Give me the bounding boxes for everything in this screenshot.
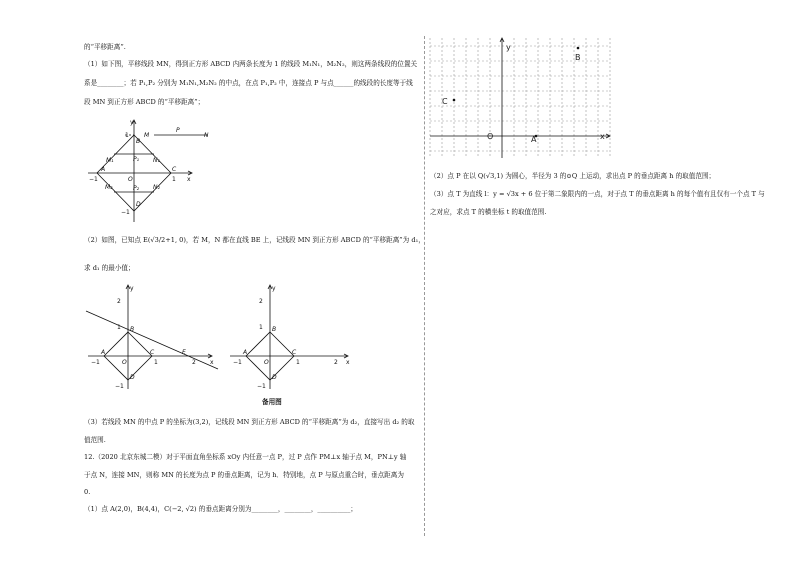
- fig1-neg1-y: −1: [121, 209, 130, 216]
- fig3-one: 1: [259, 324, 263, 331]
- q1-line1: （1）如下图，平移线段 MN，得到正方形 ABCD 内两条长度为 1 的线段 M₁N₁，M₂N₂，则这两条线段的位置关: [84, 60, 418, 68]
- fig1-neg1-x: −1: [89, 176, 98, 183]
- fig1-p2: P₂: [133, 185, 140, 192]
- q1-line3: 段 MN 到正方形 ABCD 的“平移距离”；: [84, 98, 205, 106]
- fig3-c: C: [292, 349, 297, 356]
- fig2-one-x: 1: [154, 359, 158, 366]
- fig3-o: O: [264, 359, 269, 366]
- fig2-one: 1: [117, 324, 121, 331]
- fig2-neg1-y: −1: [115, 383, 124, 390]
- fig2-b: B: [130, 326, 135, 333]
- fig3-x: x: [346, 359, 350, 366]
- fig1-a: A: [101, 166, 106, 173]
- fig1-c: C: [172, 166, 177, 173]
- fig2-neg1-x: −1: [91, 359, 100, 366]
- fig3-a: A: [243, 349, 248, 356]
- q1-line2: 系是________；若 P₁,P₂ 分别为 M₁N₁,M₂N₂ 的中点，在点 P₁,P₂ 中，连接点 P 与点______的线段的长度等于线: [84, 79, 413, 87]
- fig4-o: O: [487, 132, 494, 141]
- problem12-line3: 0.: [84, 488, 91, 496]
- fig1-n1: N₁: [153, 157, 160, 164]
- right-q3-line2: 之对应，求点 T 的横坐标 t 的取值范围.: [430, 208, 547, 216]
- fig1-m: M: [144, 132, 150, 139]
- fig3-neg1-x: −1: [233, 359, 242, 366]
- figure-2-line-be: [84, 283, 224, 391]
- q3-line1: （3）若线段 MN 的中点 P 的坐标为(3,2)，记线段 MN 到正方形 ABCD 的“平移距离”为 d₂，直接写出 d₂ 的取: [84, 418, 415, 426]
- point-b-dot: [577, 47, 580, 50]
- fig1-o: O: [128, 176, 133, 183]
- fig3-y: y: [272, 285, 276, 292]
- fig1-x: x: [187, 176, 191, 183]
- backup-figure-caption: 备用图: [262, 398, 282, 406]
- fig1-p1: P₁: [133, 156, 140, 163]
- problem12-q1: （1）点 A(2,0)，B(4,4)，C(−2, √2) 的垂点距离分别为________，________，__________；: [84, 505, 357, 513]
- fig2-c: C: [150, 349, 155, 356]
- right-q2: （2）点 P 在以 Q(√3,1) 为圆心，半径为 3 的⊙Q 上运动，求出点 P 的垂点距离 h 的取值范围；: [430, 172, 716, 180]
- fig1-one-y: 1: [125, 132, 129, 139]
- fig2-two-x: 2: [192, 359, 196, 366]
- fig1-m2: M₂: [105, 184, 113, 191]
- right-q3-line1: （3）点 T 为直线 l：y = √3x + 6 位于第二象限内的一点，对于点 T 的垂点距离 h 的每个值有且仅有一个点 T 与: [430, 190, 765, 198]
- fig2-x: x: [210, 359, 214, 366]
- fig4-y: y: [506, 43, 511, 52]
- fig2-e: E: [182, 349, 186, 356]
- fig1-p: P: [176, 127, 180, 134]
- q3-line2: 值范围.: [84, 436, 106, 444]
- figure-4-grid: [430, 38, 615, 160]
- fig4-x: x: [600, 132, 605, 141]
- fig1-b: B: [136, 138, 141, 145]
- fig4-a: A: [531, 135, 537, 144]
- problem12-line2: 于点 N，连接 MN，则称 MN 的长度为点 P 的垂点距离，记为 h．特别地，点 P 与原点重合时，垂点距离为: [84, 471, 404, 479]
- figure-3-backup: [226, 283, 356, 391]
- fig2-o: O: [122, 359, 127, 366]
- fig4-b: B: [575, 53, 581, 62]
- problem12-line1: 12.（2020 北京东城二模）对于平面直角坐标系 xOy 内任意一点 P，过 P 点作 PM⊥x 轴于点 M，PN⊥y 轴: [84, 453, 407, 461]
- fig1-y: y: [130, 119, 134, 126]
- point-c-dot: [453, 99, 456, 102]
- fig2-two: 2: [117, 298, 121, 305]
- fig4-c: C: [442, 97, 448, 106]
- fig3-b: B: [272, 326, 277, 333]
- q2-line2: 求 d₁ 的最小值；: [84, 264, 135, 272]
- column-divider: [424, 36, 425, 536]
- fig1-m1: M₁: [106, 157, 114, 164]
- figure-1-square-mn: [84, 118, 224, 223]
- fig1-n2: N₂: [153, 184, 160, 191]
- fig2-d: D: [130, 374, 135, 381]
- fig1-n: N: [204, 132, 209, 139]
- fig3-neg1-y: −1: [257, 383, 266, 390]
- fig3-two-x: 2: [334, 359, 338, 366]
- fig2-y: y: [130, 285, 134, 292]
- fig1-one-x: 1: [172, 176, 176, 183]
- q2-line1: （2）如图，已知点 E(√3/2+1, 0)，若 M，N 都在直线 BE 上，记线段 MN 到正方形 ABCD 的“平移距离”为 d₁，: [84, 236, 425, 244]
- fig2-a: A: [101, 349, 106, 356]
- fig3-two: 2: [259, 298, 263, 305]
- fig1-d: D: [136, 201, 141, 208]
- fig3-one-x: 1: [296, 359, 300, 366]
- fig3-d: D: [272, 374, 277, 381]
- intro-tail: 的“平移距离”.: [84, 43, 126, 51]
